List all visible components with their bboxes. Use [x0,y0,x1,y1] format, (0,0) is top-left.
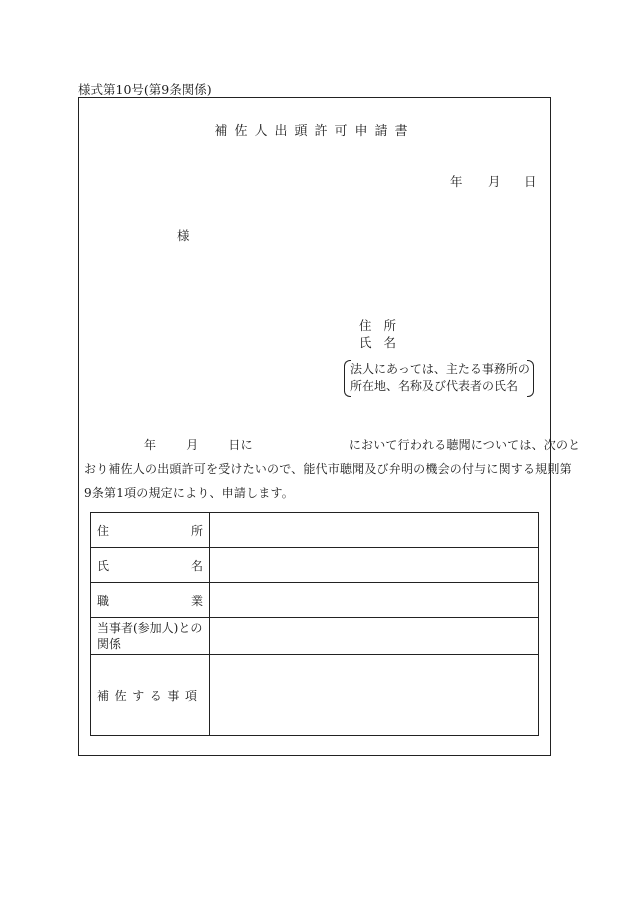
occupation-value-cell[interactable] [210,583,539,618]
corporate-note-line2: 所在地、名称及び代表者の氏名 [350,379,519,393]
body-line-2: おり補佐人の出頭許可を受けたいので、能代市聴聞及び弁明の機会の付与に関する規則第 [84,462,572,476]
table-row-assistance-matters [91,655,539,736]
relationship-label-cell: 当事者(参加人)との 関係 [91,618,210,655]
document-title: 補佐人出頭許可申請書 [214,124,415,139]
relationship-value-cell[interactable] [210,618,539,655]
right-bracket [527,360,534,397]
table-row-name [91,548,539,583]
body-line-3: 9条第1項の規定により、申請します。 [84,486,294,500]
address-value-cell[interactable] [210,513,539,548]
date-month-label: 月 [488,174,501,189]
assistance-matters-label-cell: 補 佐 す る 事 項 [91,655,210,736]
occupation-label-cell: 職 業 [91,583,210,618]
assistance-matters-value-cell[interactable] [210,655,539,736]
applicant-address-label: 住 所 [359,318,397,333]
date-day-label: 日 [524,174,537,189]
form-number: 様式第10号(第9条関係) [78,82,212,97]
table-row-occupation [91,583,539,618]
corporate-note-line1: 法人にあっては、主たる事務所の [350,362,530,376]
table-row-address [91,513,539,548]
table-row-relationship [91,618,539,655]
name-value-cell[interactable] [210,548,539,583]
name-label-cell: 氏 名 [91,548,210,583]
address-label-cell: 住 所 [91,513,210,548]
application-date [450,172,537,190]
assistant-details-table [90,512,539,736]
corporate-note [344,360,534,397]
addressee-suffix: 様 [177,228,190,243]
body-line-1: 年 月 日に において行われる聴聞については、次のと [144,438,581,452]
date-year-label: 年 [450,174,463,189]
applicant-name-label: 氏 名 [359,335,397,350]
